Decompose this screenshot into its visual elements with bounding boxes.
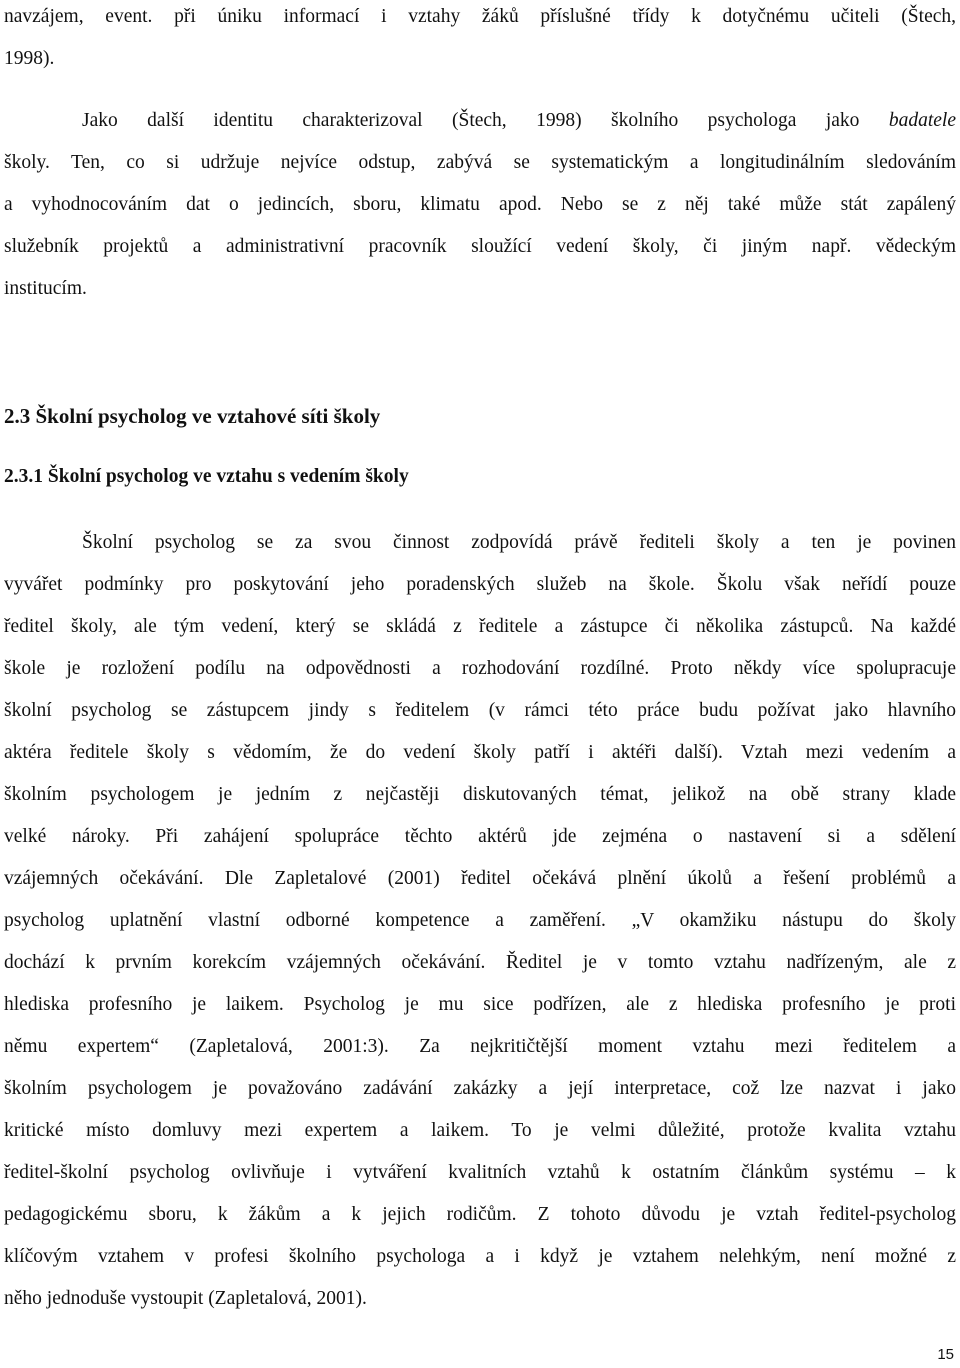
text-line: klíčovým vztahem v profesi školního psychologa a i když je vztahem nelehkým, není možné z: [4, 1246, 956, 1267]
text-line: pedagogickému sboru, k žákům a k jejich rodičům. Z tohoto důvodu je vztah ředitel-psycholog: [4, 1204, 956, 1225]
text-line: Školní psycholog se za svou činnost zodpovídá právě řediteli školy a ten je povinen: [82, 532, 956, 553]
text-line: ředitel-školní psycholog ovlivňuje i vytváření kvalitních vztahů k ostatním článkům systému – k: [4, 1162, 956, 1183]
text-line: aktéra ředitele školy s vědomím, že do vedení školy patří i aktéři další). Vztah mezi vedením a: [4, 742, 956, 763]
subsection-heading: 2.3.1 Školní psycholog ve vztahu s vedením školy: [4, 466, 409, 487]
emphasis: badatele: [888, 110, 956, 131]
text-line: dochází k prvním korekcím vzájemných očekávání. Ředitel je v tomto vztahu nadřízeným, ale z: [4, 952, 956, 973]
text-line: hlediska profesního je laikem. Psycholog je mu sice podřízen, ale z hlediska profesního je proti: [4, 994, 956, 1015]
text-line: něho jednoduše vystoupit (Zapletalová, 2001).: [4, 1288, 367, 1309]
text-line: němu expertem“ (Zapletalová, 2001:3). Za nejkritičtější moment vztahu mezi ředitelem a: [4, 1036, 956, 1057]
text-line: kritické místo domluvy mezi expertem a laikem. To je velmi důležité, protože kvalita vztahu: [4, 1120, 956, 1141]
text-line: institucím.: [4, 278, 87, 299]
text-line: školním psychologem je jedním z nejčastěji diskutovaných témat, jelikož na obě strany klade: [4, 784, 956, 805]
text-line: školy. Ten, co si udržuje nejvíce odstup, zabývá se systematickým a longitudinálním sledováním: [4, 152, 956, 173]
text-line: ředitel školy, ale tým vedení, který se skládá z ředitele a zástupce či několika zástupců. Na každé: [4, 616, 956, 637]
text-line: velké nároky. Při zahájení spolupráce těchto aktérů jde zejména o nastavení si a sdělení: [4, 826, 956, 847]
text-line: školní psycholog se zástupcem jindy s ředitelem (v rámci této práce budu požívat jako hlavního: [4, 700, 956, 721]
page-number: 15: [937, 1346, 954, 1363]
text-line: školním psychologem je považováno zadávání zakázky a její interpretace, což lze nazvat i jako: [4, 1078, 956, 1099]
text-line: škole je rozložení podílu na odpovědnosti a rozhodování rozdílné. Proto někdy více spolupracuje: [4, 658, 956, 679]
section-heading: 2.3 Školní psycholog ve vztahové síti školy: [4, 404, 381, 428]
text-line: vzájemných očekávání. Dle Zapletalové (2001) ředitel očekává plnění úkolů a řešení problémů a: [4, 868, 956, 889]
text-line: a vyhodnocováním dat o jedincích, sboru, klimatu apod. Nebo se z něj také může stát zapálený: [4, 194, 956, 215]
text-line: Jako další identitu charakterizoval (Štech, 1998) školního psychologa jako badatele: [82, 110, 956, 131]
text-line: 1998).: [4, 48, 55, 69]
text-line: navzájem, event. při úniku informací i vztahy žáků příslušné třídy k dotyčnému učiteli (Štech,: [4, 6, 956, 27]
text-line: služebník projektů a administrativní pracovník sloužící vedení školy, či jiným např. vědeckým: [4, 236, 956, 257]
text-line: vyvářet podmínky pro poskytování jeho poradenských služeb na škole. Školu však neřídí pouze: [4, 574, 956, 595]
text-line: psycholog uplatnění vlastní odborné kompetence a zaměření. „V okamžiku nástupu do školy: [4, 910, 956, 931]
